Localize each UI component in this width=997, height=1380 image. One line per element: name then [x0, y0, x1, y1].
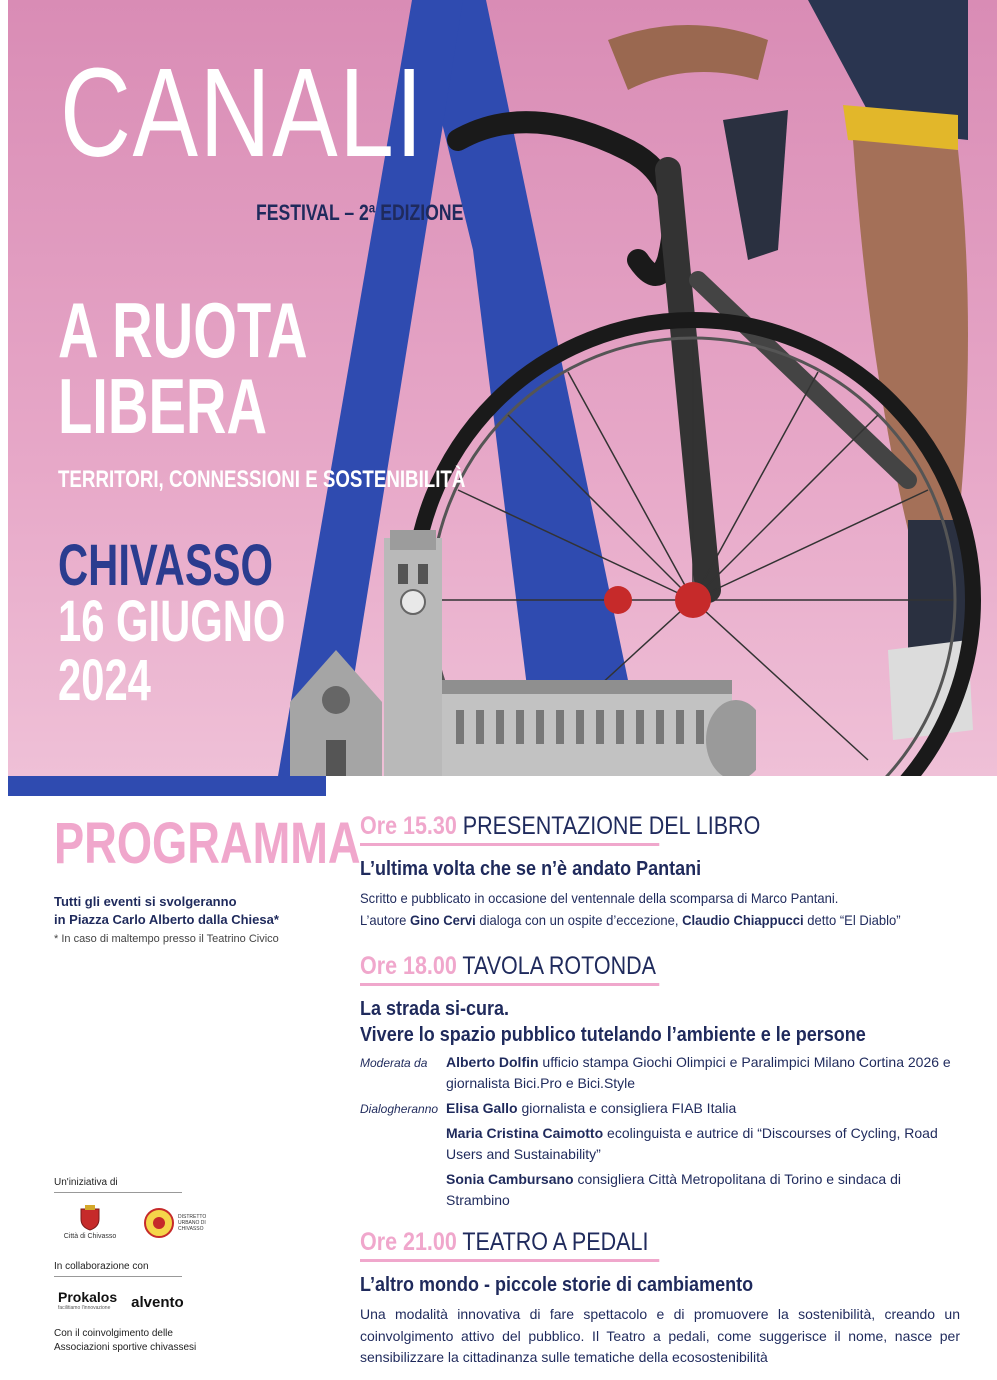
moderator-row — [360, 1052, 960, 1094]
event-1-description — [360, 888, 918, 931]
district-seal-icon — [144, 1208, 174, 1238]
district-logo-text: DISTRETTO URBANO DI CHIVASSO — [178, 1213, 207, 1232]
speakers-label: Dialogheranno — [360, 1102, 439, 1116]
event-1-title: L’ultima volta che se n’è andato Pantani — [360, 858, 702, 880]
location-text — [54, 893, 344, 929]
district-logo — [144, 1208, 212, 1238]
speaker-3-info: Sonia Cambursano consigliera Città Metropolitana di Torino e sindaca di Strambino — [446, 1171, 901, 1208]
moderator-info: Alberto Dolfin ufficio stampa Giochi Olimpici e Paralimpici Milano Cortina 2026 e giornalista Bici.Pro e Bici.Style — [446, 1054, 951, 1091]
speaker-row-2 — [360, 1123, 960, 1165]
poster-title — [58, 286, 308, 451]
event-1-type: PRESENTAZIONE DEL LIBRO — [462, 812, 761, 840]
city-logo-text: Città di Chivasso — [63, 1233, 117, 1240]
city-logo — [58, 1205, 122, 1240]
speaker-1-name: Elisa Gallo — [446, 1100, 518, 1116]
prokalos-logo — [58, 1289, 117, 1311]
speaker-row-1 — [360, 1098, 960, 1119]
event-3 — [360, 1228, 960, 1369]
speaker-2-name: Maria Cristina Caimotto — [446, 1125, 604, 1141]
event-2 — [360, 952, 960, 1211]
event-2-type: TAVOLA ROTONDA — [462, 952, 656, 980]
collab-label: In collaborazione con — [54, 1261, 182, 1277]
prokalos-tagline: facilitiamo l'innovazione — [58, 1305, 111, 1311]
speaker-row-3 — [360, 1169, 960, 1211]
blue-divider-bar — [8, 776, 326, 796]
event-1-heading — [360, 812, 761, 846]
author-name: Gino Cervi — [409, 911, 476, 928]
speaker-2-info: Maria Cristina Caimotto ecolinguista e autrice di “Discourses of Cycling, Road Users and Sustainability” — [446, 1125, 938, 1162]
alvento-logo: alvento — [131, 1294, 184, 1311]
chivasso-buildings-image — [286, 530, 756, 776]
canali-logo — [60, 20, 464, 250]
involvement-text — [54, 1327, 304, 1354]
moderator-name: Alberto Dolfin — [446, 1054, 539, 1070]
event-3-description: Una modalità innovativa di fare spettacolo e di promuovere la sostenibilità, creando un coinvolgimento attivo del pubblico. Il Teatro a pedali, come suggerisce il nome, nasce per sensibilizzare la cittadinanza sulle tematiche della ecosostenibilità — [360, 1306, 960, 1366]
program-intro — [54, 810, 361, 946]
weather-note: * In caso di maltempo presso il Teatrino Civico — [54, 933, 279, 946]
title-line-1: A RUOTA — [58, 286, 308, 374]
logo-text: CANALI — [60, 42, 425, 183]
event-1-desc-line-2: L’autore Gino Cervi dialoga con un ospite d’eccezione, Claudio Chiappucci detto “El Diablo” — [360, 911, 901, 928]
location-line-1: Tutti gli eventi si svolgeranno — [54, 894, 237, 909]
event-3-time: Ore 21.00 — [360, 1228, 457, 1256]
event-1-desc-line-1: Scritto e pubblicato in occasione del ventennale della scomparsa di Marco Pantani. — [360, 890, 839, 906]
initiative-label: Un'iniziativa di — [54, 1177, 182, 1193]
event-2-heading — [360, 952, 659, 986]
event-2-title-line-1: La strada si-cura. — [360, 998, 510, 1020]
event-3-type: TEATRO A PEDALI — [462, 1228, 649, 1256]
date-line-1: 16 GIUGNO — [58, 589, 286, 654]
poster-subtitle: TERRITORI, CONNESSIONI E SOSTENIBILITÀ — [58, 466, 466, 493]
date-line-2: 2024 — [58, 648, 151, 714]
partner-logos — [58, 1289, 304, 1311]
hero-banner — [8, 0, 997, 776]
title-line-2: LIBERA — [58, 362, 268, 451]
prokalos-name: Prokalos — [58, 1289, 118, 1305]
speaker-3-name: Sonia Cambursano — [446, 1171, 574, 1187]
moderator-label: Moderata da — [360, 1056, 428, 1070]
festival-edition: FESTIVAL – 2ª EDIZIONE — [256, 200, 464, 225]
event-date — [58, 589, 286, 714]
involvement-line-1: Con il coinvolgimento delle — [54, 1328, 173, 1339]
event-2-title-line-2: Vivere lo spazio pubblico tutelando l’ambiente e le persone — [360, 1024, 866, 1046]
event-1-time: Ore 15.30 — [360, 812, 457, 840]
location-line-2: in Piazza Carlo Alberto dalla Chiesa* — [54, 912, 279, 928]
coat-of-arms-icon — [79, 1205, 101, 1231]
event-2-title — [360, 996, 900, 1048]
event-3-heading — [360, 1228, 659, 1262]
credits-section — [54, 1172, 304, 1354]
city-name: CHIVASSO — [58, 533, 274, 598]
speaker-1-info: Elisa Gallo giornalista e consigliera FIAB Italia — [446, 1100, 737, 1116]
program-heading: PROGRAMMA — [54, 811, 361, 876]
involvement-line-2: Associazioni sportive chivassesi — [54, 1341, 197, 1353]
organizer-logos — [58, 1205, 304, 1240]
guest-name: Claudio Chiappucci — [682, 911, 804, 928]
event-1 — [360, 812, 960, 931]
event-3-title: L’altro mondo - piccole storie di cambiamento — [360, 1274, 754, 1296]
event-2-time: Ore 18.00 — [360, 952, 457, 980]
